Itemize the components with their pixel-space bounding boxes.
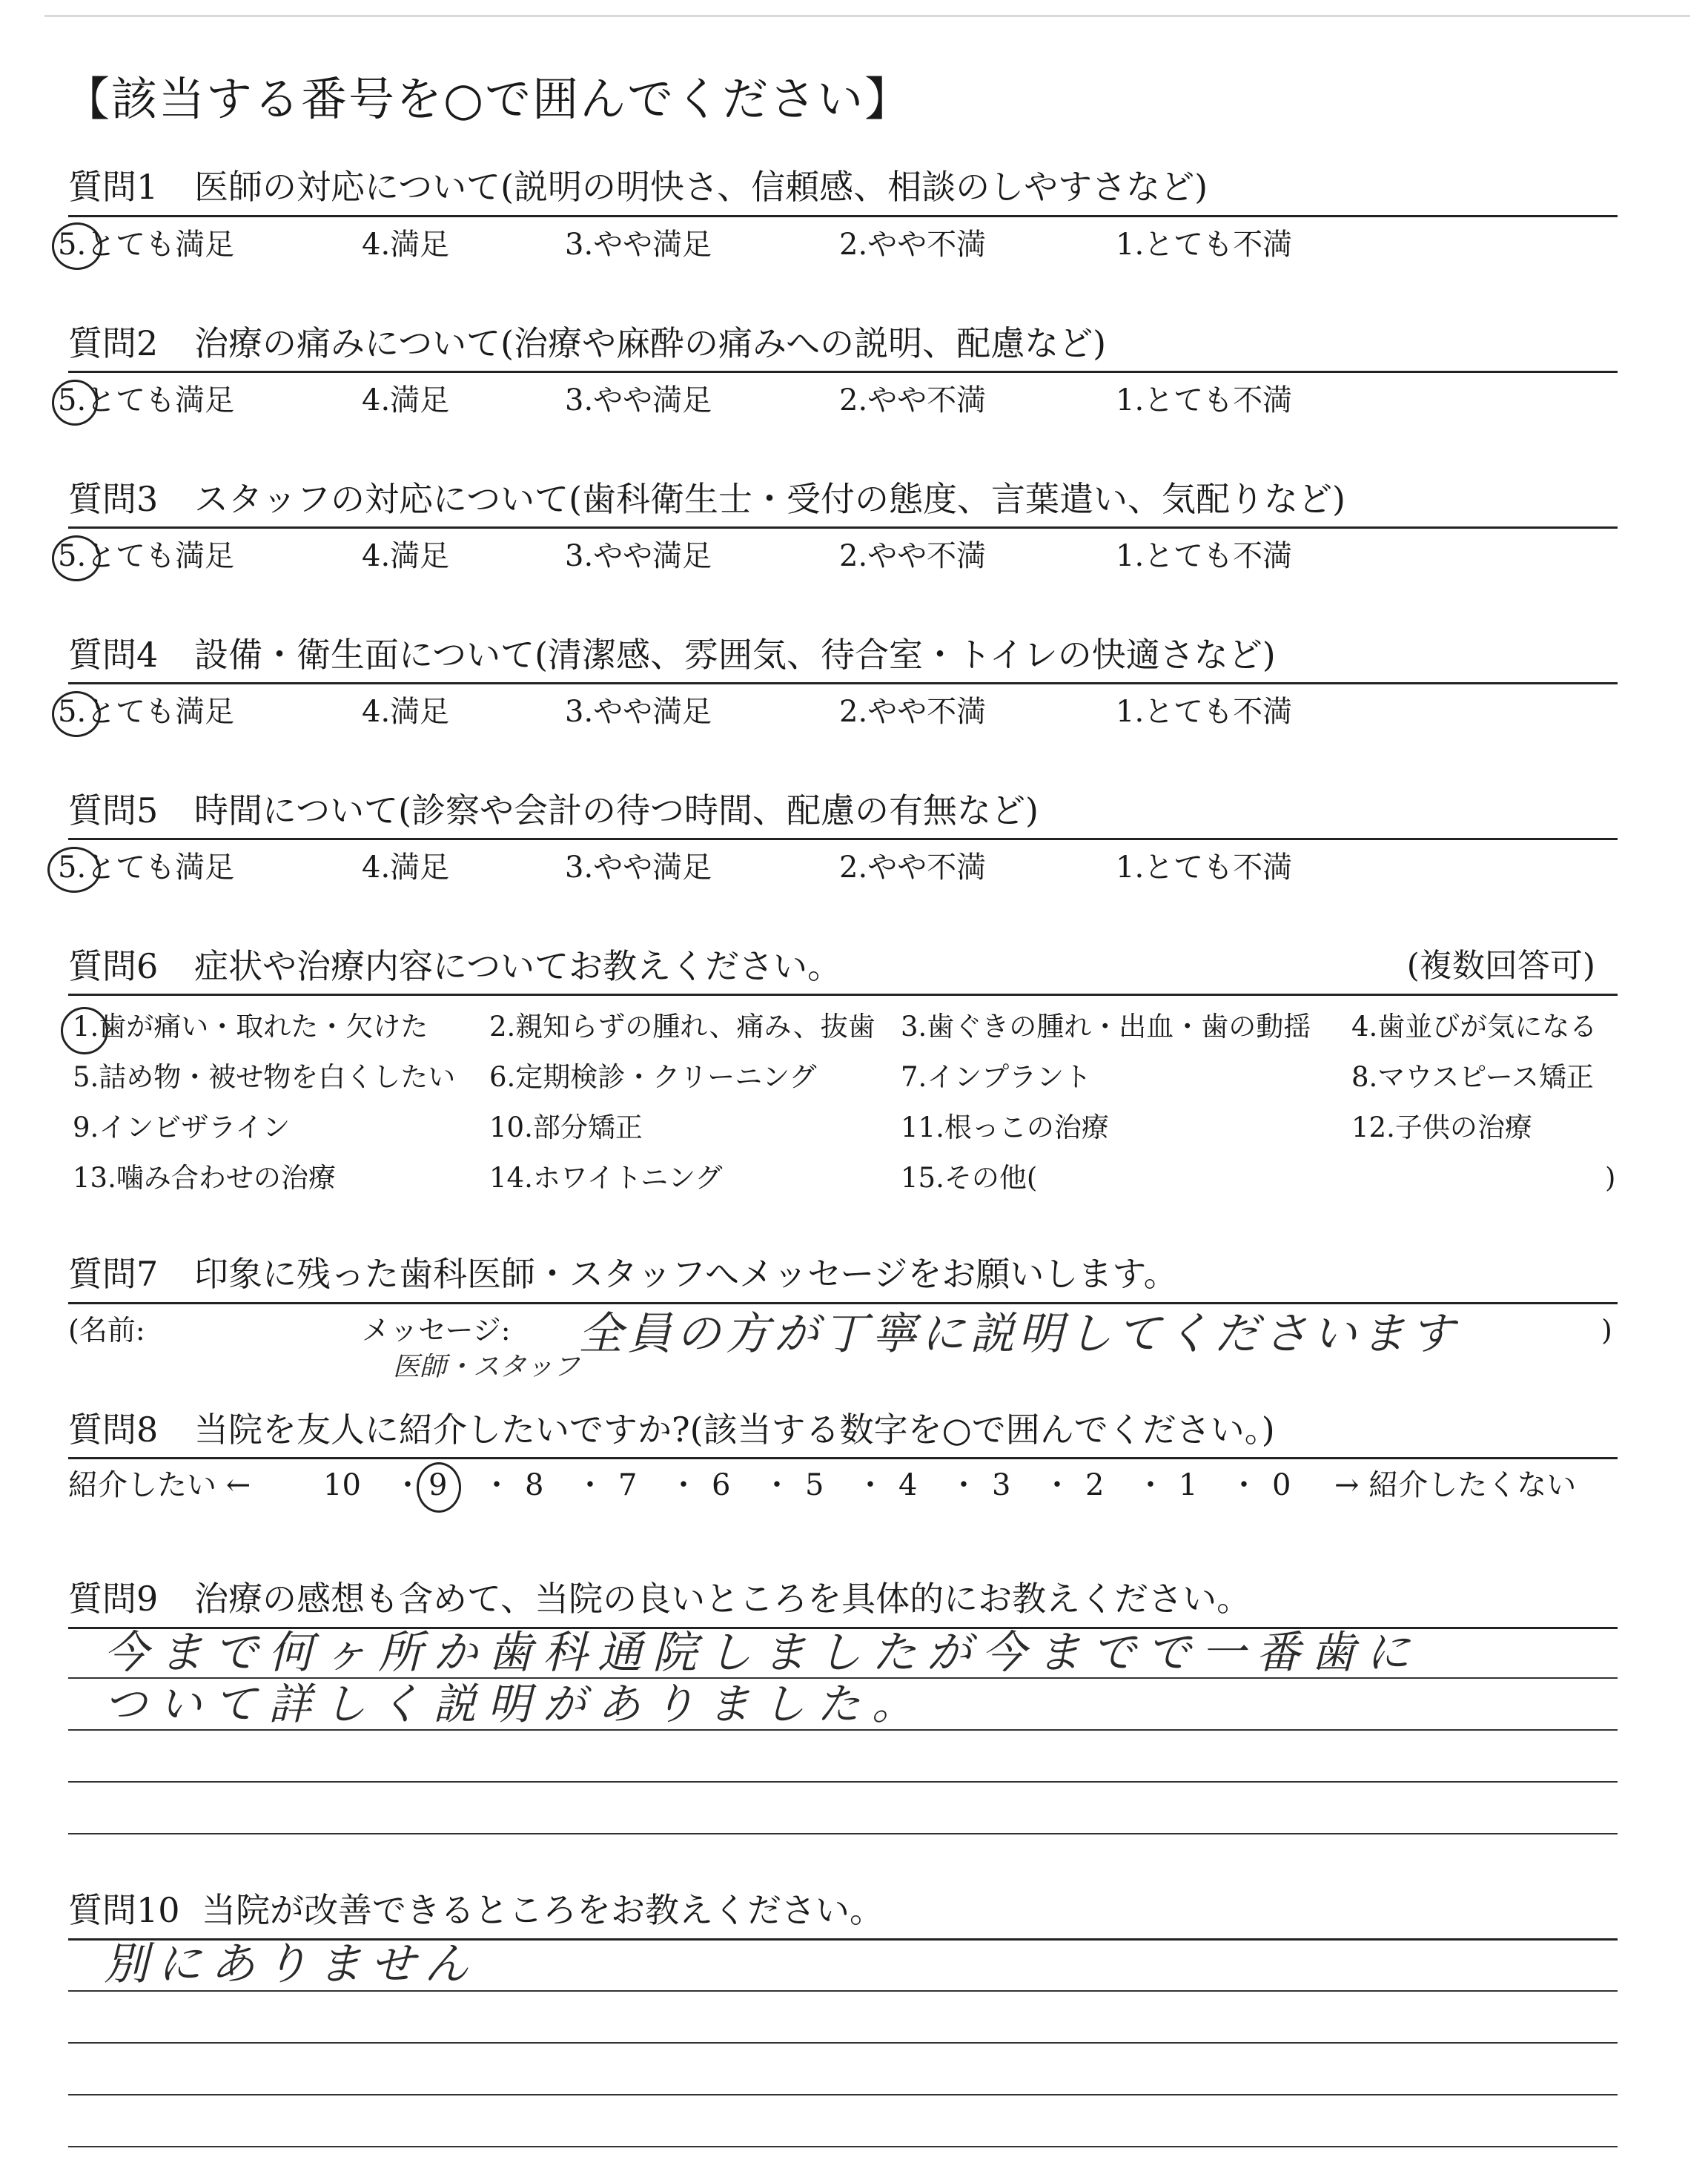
q1-option-3[interactable]: 3.やや満足: [565, 228, 712, 262]
question-9-number: 質問9: [68, 1579, 159, 1619]
question-1-number: 質問1: [68, 167, 159, 207]
q6-choice-15[interactable]: 15.その他(: [901, 1162, 1038, 1194]
scale-right-label: → 紹介したくない: [1334, 1468, 1577, 1502]
question-5-rule: [68, 838, 1618, 840]
q6-choice-8[interactable]: 8.マウスピース矯正: [1351, 1061, 1594, 1093]
scale-10[interactable]: 10: [323, 1468, 361, 1502]
form-title: 【該当する番号を○で囲んでください】: [64, 72, 913, 126]
q6-choice-4[interactable]: 4.歯並びが気になる: [1351, 1011, 1598, 1043]
scale-1[interactable]: 1: [1179, 1468, 1198, 1502]
multiple-answers-note: (複数回答可): [1406, 947, 1595, 985]
question-2-text: 治療の痛みについて(治療や麻酔の痛みへの説明、配慮など): [194, 323, 1107, 363]
question-7-title: [68, 1252, 1178, 1296]
question-7-number: 質問7: [68, 1254, 159, 1294]
q10-writing-line-4: [68, 2146, 1618, 2147]
question-1-title: [68, 165, 1208, 209]
question-4-text: 設備・衛生面について(清潔感、雰囲気、待合室・トイレの快適さなど): [194, 635, 1276, 675]
q6-choice-13[interactable]: 13.噛み合わせの治療: [73, 1162, 336, 1194]
scale-dot: ・: [669, 1468, 698, 1502]
scale-dot: ・: [1042, 1468, 1072, 1502]
q6-choice-3[interactable]: 3.歯ぐきの腫れ・出血・歯の動揺: [901, 1011, 1311, 1043]
question-6-text: 症状や治療内容についてお教えください。: [194, 946, 842, 986]
q3-option-4[interactable]: 4.満足: [362, 539, 450, 573]
question-1-rule: [68, 215, 1618, 217]
scale-5[interactable]: 5: [805, 1468, 824, 1502]
scale-dot: ・: [949, 1468, 979, 1502]
q2-option-2[interactable]: 2.やや不満: [839, 383, 987, 417]
question-8-text: 当院を友人に紹介したいですか?(該当する数字を○で囲んでください。): [194, 1410, 1275, 1450]
scale-0[interactable]: 0: [1272, 1468, 1291, 1502]
q6-choice-7[interactable]: 7.インプラント: [901, 1061, 1092, 1093]
q4-option-4[interactable]: 4.満足: [362, 695, 450, 729]
question-4-title: [68, 633, 1276, 677]
handwritten-name[interactable]: 医師・スタッフ: [393, 1352, 580, 1382]
question-7-rule: [68, 1302, 1618, 1304]
question-5-title: [68, 788, 1039, 833]
q10-handwritten-line-1[interactable]: 別にありません: [104, 1938, 477, 1990]
question-6-rule: [68, 994, 1618, 996]
question-3-rule: [68, 526, 1618, 529]
question-6-number: 質問6: [68, 946, 159, 986]
q1-option-1[interactable]: 1.とても不満: [1116, 228, 1293, 262]
question-5-text: 時間について(診察や会計の待つ時間、配慮の有無など): [194, 790, 1039, 830]
q4-option-5[interactable]: 5.とても満足: [58, 695, 235, 729]
question-10-title: [68, 1888, 884, 1932]
question-6-title: [68, 944, 841, 988]
question-4-rule: [68, 682, 1618, 684]
message-close-paren: ): [1601, 1314, 1612, 1347]
question-8-rule: [68, 1457, 1618, 1459]
question-3-title: [68, 477, 1345, 521]
scale-dot: ・: [1136, 1468, 1165, 1502]
q4-option-3[interactable]: 3.やや満足: [565, 695, 712, 729]
q6-choice-15-close: ): [1605, 1162, 1616, 1194]
q3-option-5[interactable]: 5.とても満足: [58, 539, 235, 573]
message-label: メッセージ:: [362, 1314, 511, 1347]
question-4-number: 質問4: [68, 635, 159, 675]
q2-option-4[interactable]: 4.満足: [362, 383, 450, 417]
q9-handwritten-line-1[interactable]: 今まで何ヶ所か歯科通院しましたが今までで一番歯に: [104, 1627, 1420, 1679]
q5-option-1[interactable]: 1.とても不満: [1116, 851, 1293, 885]
question-5-number: 質問5: [68, 790, 159, 830]
q6-choice-12[interactable]: 12.子供の治療: [1351, 1112, 1532, 1143]
question-8-number: 質問8: [68, 1410, 159, 1450]
question-2-title: [68, 321, 1106, 366]
name-label: (名前:: [68, 1314, 145, 1347]
question-2-rule: [68, 371, 1618, 373]
question-9-text: 治療の感想も含めて、当院の良いところを具体的にお教えください。: [194, 1579, 1251, 1619]
question-9-title: [68, 1576, 1251, 1621]
scale-left-label: 紹介したい ←: [68, 1468, 251, 1502]
scale-2[interactable]: 2: [1085, 1468, 1105, 1502]
question-2-number: 質問2: [68, 323, 159, 363]
question-10-text: 当院が改善できるところをお教えください。: [202, 1890, 884, 1930]
scale-dot: ・: [762, 1468, 792, 1502]
q6-choice-11[interactable]: 11.根っこの治療: [901, 1112, 1109, 1143]
handwritten-message[interactable]: 全員の方が丁寧に説明してくださいます: [578, 1308, 1459, 1360]
q3-option-1[interactable]: 1.とても不満: [1116, 539, 1293, 573]
scale-dot: ・: [482, 1468, 512, 1502]
q5-option-3[interactable]: 3.やや満足: [565, 851, 712, 885]
q2-option-3[interactable]: 3.やや満足: [565, 383, 712, 417]
scale-dot: ・: [1229, 1468, 1259, 1502]
q5-option-2[interactable]: 2.やや不満: [839, 851, 987, 885]
q1-option-4[interactable]: 4.満足: [362, 228, 450, 262]
scale-3[interactable]: 3: [992, 1468, 1011, 1502]
scale-dot: ・: [855, 1468, 885, 1502]
scale-6[interactable]: 6: [712, 1468, 731, 1502]
question-3-number: 質問3: [68, 479, 159, 519]
q3-option-3[interactable]: 3.やや満足: [565, 539, 712, 573]
q4-option-2[interactable]: 2.やや不満: [839, 695, 987, 729]
q3-option-2[interactable]: 2.やや不満: [839, 539, 987, 573]
q5-option-5[interactable]: 5.とても満足: [58, 851, 235, 885]
q2-option-5[interactable]: 5.とても満足: [58, 383, 235, 417]
scale-dot: ・: [393, 1468, 423, 1502]
q6-choice-1[interactable]: 1.歯が痛い・取れた・欠けた: [73, 1011, 428, 1043]
scale-7[interactable]: 7: [618, 1468, 638, 1502]
question-10-number: 質問10: [68, 1890, 180, 1930]
scale-8[interactable]: 8: [525, 1468, 544, 1502]
q6-choice-9[interactable]: 9.インビザライン: [73, 1112, 291, 1143]
q5-option-4[interactable]: 4.満足: [362, 851, 450, 885]
question-3-text: スタッフの対応について(歯科衛生士・受付の態度、言葉遣い、気配りなど): [194, 479, 1345, 519]
q10-writing-line-2: [68, 2042, 1618, 2044]
q6-choice-2[interactable]: 2.親知らずの腫れ、痛み、抜歯: [489, 1011, 875, 1043]
q9-writing-line-3: [68, 1781, 1618, 1783]
scale-9[interactable]: 9: [428, 1468, 448, 1502]
question-1-text: 医師の対応について(説明の明快さ、信頼感、相談のしやすさなど): [194, 167, 1208, 207]
q1-option-5[interactable]: 5.とても満足: [58, 228, 235, 262]
q6-choice-5[interactable]: 5.詰め物・被せ物を白くしたい: [73, 1061, 456, 1093]
question-8-title: [68, 1407, 1275, 1452]
q6-choice-6[interactable]: 6.定期検診・クリーニング: [489, 1061, 817, 1093]
question-7-text: 印象に残った歯科医師・スタッフへメッセージをお願いします。: [194, 1254, 1178, 1294]
q9-handwritten-line-2[interactable]: ついて詳しく説明がありました。: [104, 1679, 927, 1729]
q10-writing-line-3: [68, 2094, 1618, 2095]
top-edge-line: [44, 15, 1690, 17]
q1-option-2[interactable]: 2.やや不満: [839, 228, 987, 262]
scale-4[interactable]: 4: [898, 1468, 918, 1502]
q6-choice-14[interactable]: 14.ホワイトニング: [489, 1162, 723, 1194]
scale-dot: ・: [575, 1468, 605, 1502]
q9-writing-line-4: [68, 1833, 1618, 1834]
q4-option-1[interactable]: 1.とても不満: [1116, 695, 1293, 729]
q6-choice-10[interactable]: 10.部分矯正: [489, 1112, 643, 1143]
q2-option-1[interactable]: 1.とても不満: [1116, 383, 1293, 417]
